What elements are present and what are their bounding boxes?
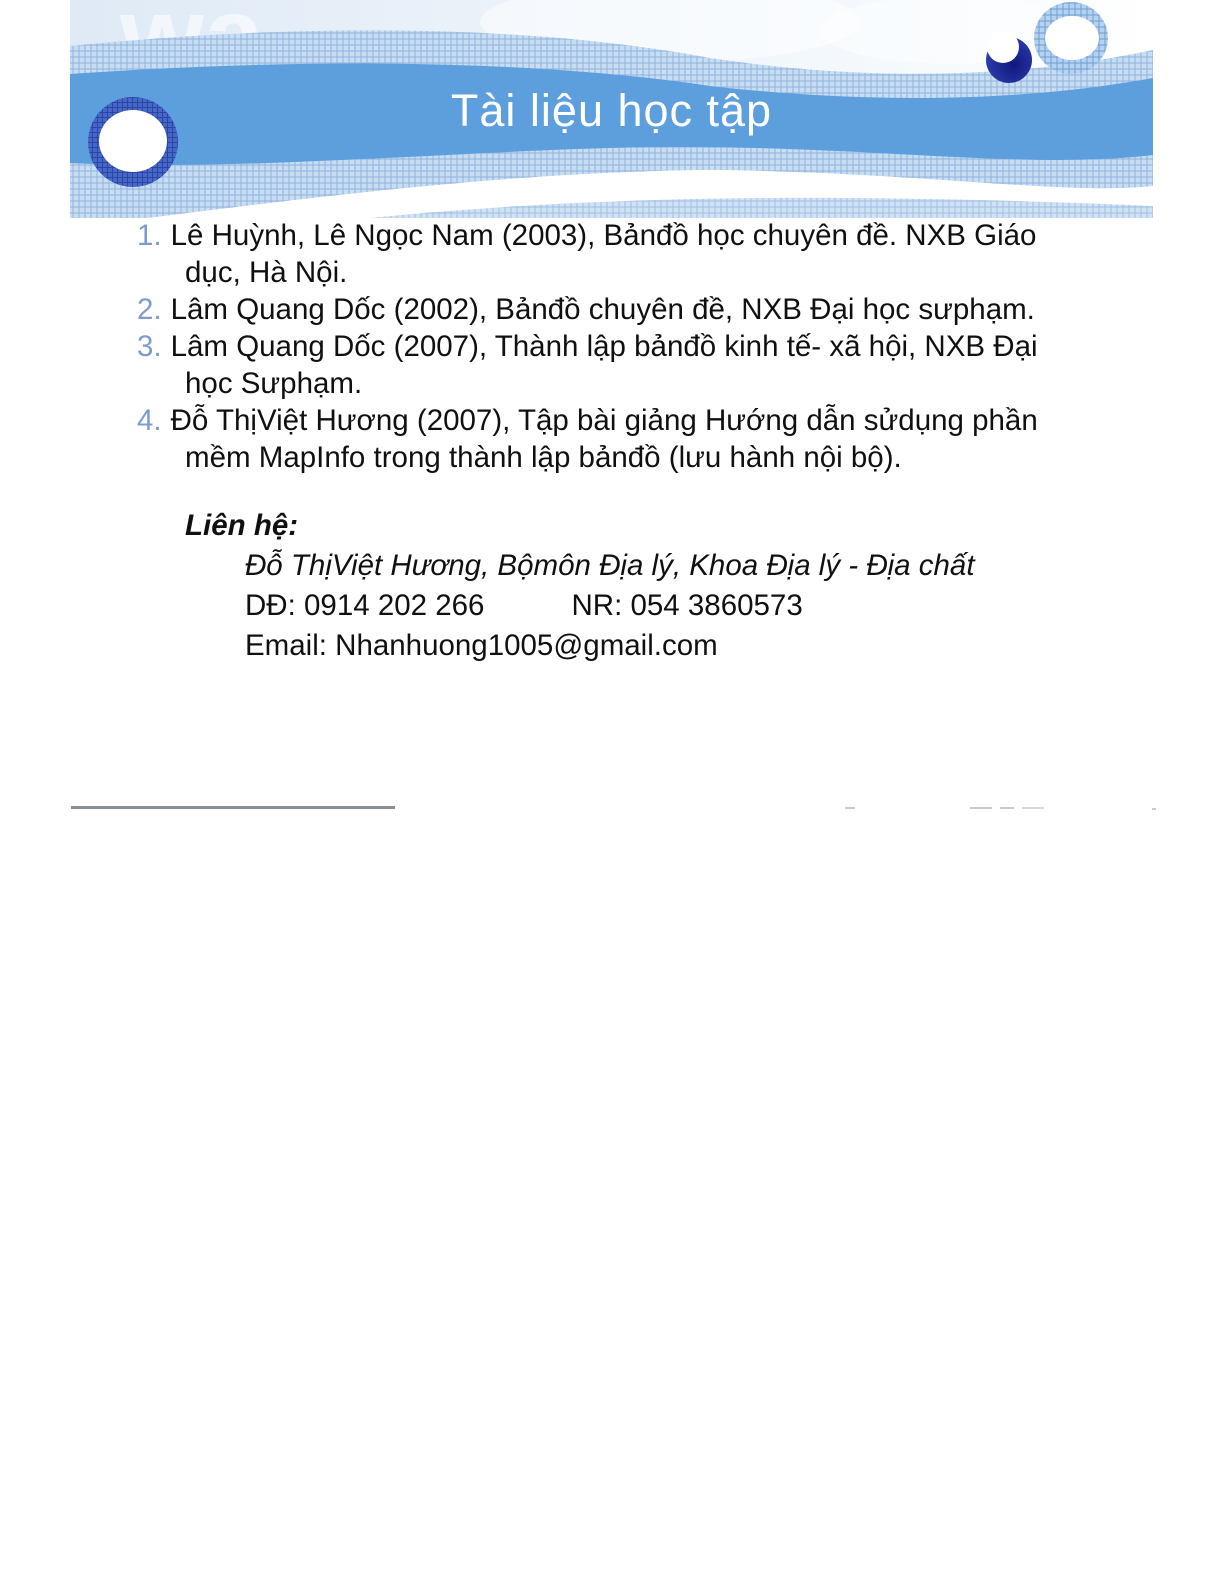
footer-artifact-speck — [1022, 807, 1044, 809]
reference-item — [70, 291, 1075, 328]
contact-home-phone: NR: 054 3860573 — [571, 589, 803, 622]
reference-text: Lâm Quang Dốc (2002), Bảnđồ chuyên đề, NXB Đại học sưphạm. — [170, 293, 1035, 326]
reference-number: 1. — [137, 219, 162, 252]
contact-section — [70, 506, 975, 666]
reference-text: Đỗ ThịViệt Hương (2007), Tập bài giảng Hướng dẫn sửdụng phần mềm MapInfo trong thành lập bảnđồ (lưu hành nội bộ). — [170, 404, 1038, 474]
footer-divider-line — [71, 806, 395, 809]
reference-number: 2. — [137, 293, 162, 326]
reference-number: 4. — [137, 404, 162, 437]
contact-phones-line — [245, 586, 975, 626]
contact-mobile: DĐ: 0914 202 266 — [245, 589, 485, 622]
reference-text: Lâm Quang Dốc (2007), Thành lập bảnđồ kinh tế- xã hội, NXB Đại học Sưphạm. — [170, 330, 1038, 400]
contact-heading: Liên hệ: — [185, 509, 299, 542]
reference-text: Lê Huỳnh, Lê Ngọc Nam (2003), Bảnđồ học chuyên đề. NXB Giáo dục, Hà Nội. — [170, 219, 1037, 289]
reference-number: 3. — [137, 330, 162, 363]
contact-name-line: Đỗ ThịViệt Hương, Bộmôn Địa lý, Khoa Địa lý - Địa chất — [245, 549, 975, 582]
reference-item — [70, 328, 1075, 402]
footer-artifact-speck — [1000, 807, 1014, 809]
footer-artifact-speck — [845, 807, 855, 809]
reference-item — [70, 217, 1075, 291]
slide-title: Tài liệu học tập — [450, 85, 773, 136]
contact-email-line: Email: Nhanhuong1005@gmail.com — [245, 629, 718, 662]
footer-artifact-speck — [1152, 808, 1156, 810]
reference-item — [70, 402, 1075, 476]
header-banner — [70, 0, 1153, 218]
footer-artifact-speck — [970, 807, 992, 809]
references-list — [70, 217, 1075, 476]
